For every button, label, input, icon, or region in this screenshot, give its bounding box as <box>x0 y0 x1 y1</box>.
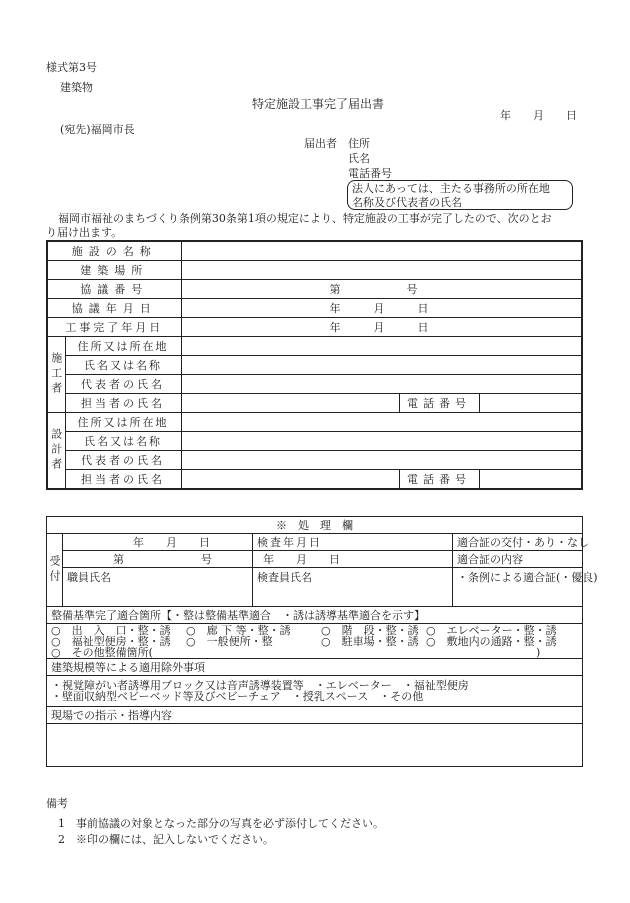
applicant-address: 住所 <box>348 137 370 150</box>
contractor-tel-label: 電話番号 <box>399 394 479 413</box>
item-entrance[interactable]: ○ 出 入 口・整・誘 <box>51 623 171 637</box>
facility-name-label: 施設の名称 <box>47 241 181 261</box>
inspector-name[interactable]: 検査員氏名 <box>253 568 453 607</box>
receipt-date[interactable]: 年 月 日 <box>63 534 253 551</box>
exempt-items[interactable] <box>47 676 583 707</box>
contractor-person-field[interactable] <box>181 394 399 413</box>
designer-name-field[interactable] <box>181 432 582 451</box>
notes-title: 備考 <box>46 797 68 810</box>
contractor-rep-field[interactable] <box>181 375 582 394</box>
processing-title: ※ 処 理 欄 <box>47 517 583 534</box>
main-table <box>46 240 583 490</box>
instruction-title: 現場での指示・指導内容 <box>47 707 583 724</box>
staff-name[interactable]: 職員氏名 <box>63 568 253 607</box>
designer-rep-field[interactable] <box>181 451 582 470</box>
designer-address-label: 住所又は所在地 <box>65 413 181 432</box>
item-other[interactable]: ○ その他整備箇所( <box>51 645 153 659</box>
contractor-label: 施工者 <box>47 337 65 413</box>
exempt-title: 建築規模等による適用除外事項 <box>47 659 583 676</box>
designer-tel-field[interactable] <box>479 470 582 490</box>
contractor-tel-field[interactable] <box>479 394 582 413</box>
designer-person-field[interactable] <box>181 470 399 490</box>
designer-name-label: 氏名又は名称 <box>65 432 181 451</box>
contractor-name-label: 氏名又は名称 <box>65 356 181 375</box>
consult-date-label: 協議年月日 <box>47 299 181 318</box>
body-text-2: り届け出ます。 <box>46 226 123 239</box>
applicant-note-1: 法人にあっては、主たる事務所の所在地 <box>352 182 550 195</box>
contractor-name-field[interactable] <box>181 356 582 375</box>
cert-type[interactable]: ・条例による適合証(・優良) <box>453 568 583 607</box>
body-text-1: 福岡市福祉のまちづくり条例第30条第1項の規定により、特定施設の工事が完了したので、次のとお <box>58 212 552 225</box>
designer-person-label: 担当者の氏名 <box>65 470 181 490</box>
contractor-rep-label: 代表者の氏名 <box>65 375 181 394</box>
date-line: 年 月 日 <box>500 109 577 122</box>
receipt-label: 受付 <box>47 534 63 607</box>
cert-content-label: 適合証の内容 <box>453 551 583 568</box>
standards-items[interactable] <box>47 624 583 659</box>
designer-label: 設計者 <box>47 413 65 490</box>
applicant-note-2: 名称及び代表者の氏名 <box>352 196 462 209</box>
item-welfare-toilet[interactable]: ○ 福祉型便房・整・誘 <box>51 634 171 648</box>
form-category: 建築物 <box>60 81 93 94</box>
complete-date-field[interactable]: 年 月 日 <box>181 318 582 337</box>
form-number: 様式第3号 <box>46 61 97 74</box>
processing-table <box>46 516 598 767</box>
note-2: 2 ※印の欄には、記入しないでください。 <box>58 833 274 846</box>
contractor-address-label: 住所又は所在地 <box>65 337 181 356</box>
inspect-date[interactable]: 年 月 日 <box>253 551 453 568</box>
designer-address-field[interactable] <box>181 413 582 432</box>
consult-no-label: 協議番号 <box>47 280 181 299</box>
contractor-person-label: 担当者の氏名 <box>65 394 181 413</box>
item-stairs[interactable]: ○ 階 段・整・誘 <box>321 623 419 637</box>
addressee: (宛先)福岡市長 <box>60 123 135 136</box>
complete-date-label: 工事完了年月日 <box>47 318 181 337</box>
receipt-number[interactable]: 第 号 <box>63 551 253 568</box>
contractor-address-field[interactable] <box>181 337 582 356</box>
item-general-toilet[interactable]: ○ 一般便所・整 <box>186 634 273 648</box>
facility-name-field[interactable] <box>181 241 582 261</box>
inspect-date-label: 検査年月日 <box>253 534 453 551</box>
document-title: 特定施設工事完了届出書 <box>252 97 385 111</box>
exempt-line-1[interactable]: ・視覚障がい者誘導用ブロック又は音声誘導装置等 ・エレベーター ・福祉型便房 <box>51 679 469 692</box>
designer-rep-label: 代表者の氏名 <box>65 451 181 470</box>
instruction-field[interactable] <box>47 724 583 767</box>
item-other-close: ) <box>536 645 541 659</box>
exempt-line-2[interactable]: ・壁面収納型ベビーベッド等及びベビーチェア ・授乳スペース ・その他 <box>51 690 424 703</box>
applicant-name: 氏名 <box>348 152 370 165</box>
standards-title: 整備基準完了適合箇所【・整は整備基準適合 ・誘は誘導基準適合を示す】 <box>47 607 583 624</box>
consult-date-field[interactable]: 年 月 日 <box>181 299 582 318</box>
item-elevator[interactable]: ○ エレベーター・整・誘 <box>426 623 557 637</box>
consult-no-field[interactable]: 第 号 <box>181 280 582 299</box>
note-1: 1 事前協議の対象となった部分の写真を必ず添付してください。 <box>58 817 384 830</box>
applicant-label: 届出者 <box>304 137 337 150</box>
cert-issue[interactable]: 適合証の交付・あり・なし <box>453 534 583 551</box>
item-site-path[interactable]: ○ 敷地内の通路・整・誘 <box>426 634 557 648</box>
location-label: 建築場所 <box>47 261 181 280</box>
item-parking[interactable]: ○ 駐車場・整・誘 <box>321 634 419 648</box>
item-corridor[interactable]: ○ 廊 下 等・整・誘 <box>186 623 291 637</box>
applicant-phone: 電話番号 <box>348 167 392 180</box>
location-field[interactable] <box>181 261 582 280</box>
designer-tel-label: 電話番号 <box>399 470 479 490</box>
